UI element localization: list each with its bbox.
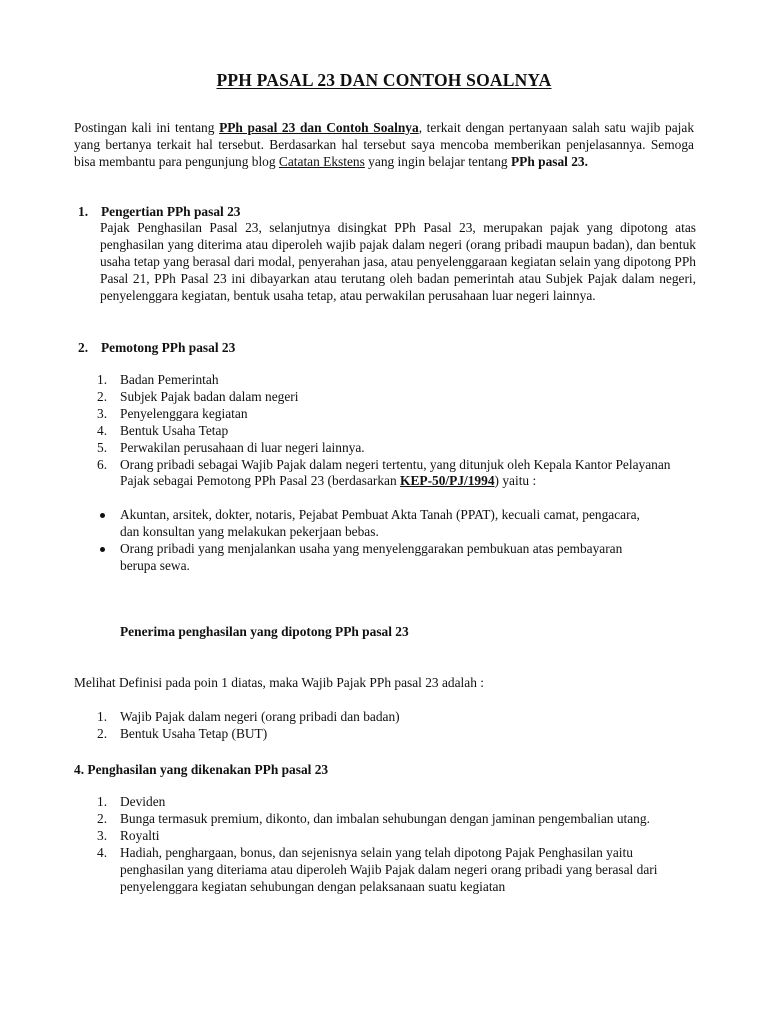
list-item (97, 372, 697, 389)
bullet-dot-icon (100, 513, 105, 518)
list-number: 1. (97, 709, 108, 724)
section-2-heading (78, 340, 235, 356)
list-number: 1. (97, 372, 108, 387)
list-text: Bentuk Usaha Tetap (BUT) (120, 725, 268, 741)
section-1-number: 1. (78, 204, 89, 219)
intro-text-1: Postingan kali ini tentang (74, 120, 220, 135)
intro-text-2: , terkait dengan pertanyaan salah satu wajib pajak yang bertanya terkait hal tersebut. Berdasarkan hal tersebut saya mencoba memberikan penjelasannya. Semoga bisa membantu para pengunjung blog (74, 120, 695, 169)
section-1-body: Pajak Penghasilan Pasal 23, selanjutnya disingkat PPh Pasal 23, merupakan pajak yang dipotong atas penghasilan yang diterima atau diperoleh wajib pajak dalam negeri (orang pribadi maupun badan), dan bentuk usaha tetap yang berasal dari modal, penyerahan jasa, atau penyelenggaraan kegiatan selain yang dipotong PPh Pasal 21, PPh Pasal 23 ini dibayarkan atau terutang oleh badan pemerintah atau Subjek Pajak dalam negeri, penyelenggara kegiatan, bentuk usaha tetap, atau perwakilan perusahaan luar negeri lainnya. (100, 220, 696, 303)
list-item (97, 726, 697, 743)
list-text: Orang pribadi sebagai Wajib Pajak dalam negeri tertentu, yang ditunjuk oleh Kepala Kantor Pelayanan Pajak sebagai Pemotong PPh Pasal 23 (berdasarkan (120, 456, 671, 489)
section-1-heading (78, 204, 240, 220)
list-item (97, 845, 697, 896)
intro-text-3: yang ingin belajar tentang (364, 153, 511, 169)
section-2-title: Pemotong PPh pasal 23 (101, 340, 236, 355)
list-item (97, 423, 697, 440)
regulation-link[interactable]: KEP-50/PJ/1994 (400, 473, 495, 489)
intro-bold-end: PPh pasal 23. (510, 153, 588, 169)
list-item (97, 440, 697, 457)
list-number: 2. (97, 388, 108, 404)
bullet-dot-icon (100, 547, 105, 552)
section-2-number: 2. (78, 340, 89, 355)
intro-topic-link[interactable]: PPh pasal 23 dan Contoh Soalnya (219, 120, 419, 135)
list-number: 4. (97, 844, 108, 860)
bullet-text: Akuntan, arsitek, dokter, notaris, Pejabat Pembuat Akta Tanah (PPAT), kecuali camat, pengacara, dan konsultan yang melakukan pekerjaan bebas. (120, 507, 640, 539)
list-text: Royalti (120, 827, 160, 843)
section-2-list (97, 372, 697, 490)
list-text: Bunga termasuk premium, dikonto, dan imbalan sehubungan dengan jaminan pengembalian utang. (120, 810, 650, 826)
list-text: Wajib Pajak dalam negeri (orang pribadi dan badan) (120, 709, 400, 724)
title-text: PPH PASAL 23 DAN CONTOH SOALNYA (216, 70, 552, 90)
list-item (97, 406, 697, 423)
list-number: 6. (97, 456, 108, 472)
list-text: Deviden (120, 794, 166, 809)
section-3-intro: Melihat Definisi pada poin 1 diatas, maka Wajib Pajak PPh pasal 23 adalah : (74, 675, 484, 690)
section-1-title: Pengertian PPh pasal 23 (101, 204, 241, 219)
list-item (97, 457, 697, 491)
section-4-heading: 4. Penghasilan yang dikenakan PPh pasal 23 (74, 762, 329, 777)
list-number: 4. (97, 422, 108, 438)
list-number: 3. (97, 405, 108, 421)
bullet-item (97, 507, 657, 541)
list-number: 5. (97, 439, 108, 455)
list-item (97, 828, 697, 845)
list-text: Badan Pemerintah (120, 372, 219, 387)
bullet-text: Orang pribadi yang menjalankan usaha yang menyelenggarakan pembukuan atas pembayaran berupa sewa. (120, 540, 623, 573)
blog-link[interactable]: Catatan Ekstens (278, 153, 365, 169)
list-item (97, 389, 697, 406)
list-text: Subjek Pajak badan dalam negeri (120, 388, 299, 404)
list-number: 2. (97, 810, 108, 826)
section-3-list (97, 709, 697, 743)
list-text: Perwakilan perusahaan di luar negeri lainnya. (120, 439, 365, 455)
section-2-bullets (97, 507, 657, 575)
list-text-end: ) yaitu : (494, 473, 537, 489)
list-number: 1. (97, 794, 108, 809)
section-3-heading: Penerima penghasilan yang dipotong PPh pasal 23 (120, 624, 409, 639)
document-title (0, 70, 768, 91)
list-text: Penyelenggara kegiatan (120, 405, 248, 421)
intro-paragraph (74, 120, 694, 171)
list-number: 2. (97, 725, 108, 741)
bullet-item (97, 541, 657, 575)
list-text: Bentuk Usaha Tetap (120, 422, 229, 438)
list-number: 3. (97, 827, 108, 843)
list-item (97, 709, 697, 726)
list-item (97, 811, 697, 828)
list-text: Hadiah, penghargaan, bonus, dan sejenisnya selain yang telah dipotong Pajak Penghasilan yaitu penghasilan yang diteriama atau diperoleh Wajib Pajak dalam negeri orang pribadi yang berasal dari penyelenggara kegiatan sehubungan dengan pelaksanaan suatu kegiatan (120, 844, 658, 894)
section-4-list (97, 794, 697, 895)
list-item (97, 794, 697, 811)
